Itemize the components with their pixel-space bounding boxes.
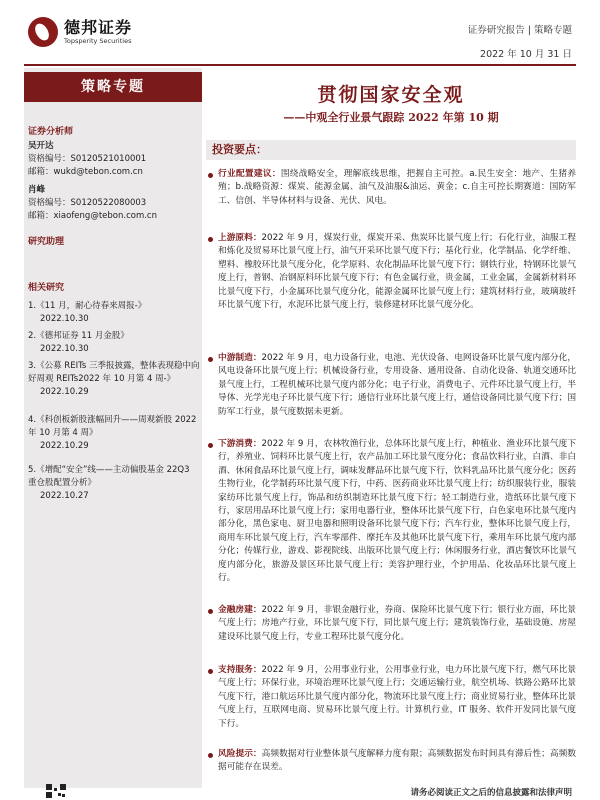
point-lead: 支持服务：: [218, 665, 262, 675]
investment-point: [206, 168, 576, 208]
related-report-date: 2022.10.30: [40, 344, 89, 354]
related-report-date: 2022.10.29: [40, 387, 89, 397]
bullet-icon: [208, 443, 213, 448]
analyst-name: 吴开达: [28, 141, 54, 151]
related-research-title: 相关研究: [28, 283, 65, 293]
related-report-item[interactable]: [24, 414, 200, 453]
investment-point: [206, 748, 576, 775]
related-report-item[interactable]: [24, 330, 200, 356]
report-date: 2022 年 10 月 31 日: [480, 49, 572, 60]
point-text: 2022 年 9 月，农林牧渔行业，总体环比景气度上行，种植业、渔业环比景气度下行，养殖业、饲料环比景气度上行，农产品加工环比景气度分化；食品饮料行业，白酒、非白酒、休闲食品环比景气度上行，调味发酵品环比景气度下行，饮料乳品环比景气度分化；医药生物行业，化学制药环比景气度下行，中药、医药商业环比景气度上行；纺织服装行业，服装家纺环比景气度上行，饰品和纺织制造环比景气度下行；轻工制造行业，造纸环比景气度下行，家居用品环比景气度上行；家用电器行业，整体环比景气度下行，白色家电环比景气度内部分化，黑色家电、厨卫电器和照明设备环比景气度下行；汽车行业，整体环比景气度上行，商用车环比景气度上行，汽车零部件、摩托车及其他环比景气度下行，乘用车环比景气度内部分化；传媒行业，游戏、影视院线、出版环比景气度上行；休闲服务行业，酒店餐饮环比景气度内部分化，旅游及景区环比景气度上行；美容护理行业，个护用品、化妆品环比景气度上行。: [218, 439, 577, 584]
report-type: 证券研究报告 | 策略专题: [467, 25, 572, 36]
point-lead: 行业配置建议：: [218, 169, 281, 179]
logo-name-en: Topsperity Securities: [64, 36, 132, 45]
cert-label: 资格编号：: [28, 154, 71, 164]
related-report-title: 5.《增配“安全”线——主动偏股基金 22Q3 重仓股配置分析》: [28, 465, 190, 488]
cert-label: 资格编号：: [28, 198, 71, 208]
analyst-section-title: 证券分析师: [28, 127, 74, 137]
investment-point: [206, 664, 576, 731]
analyst-card: [24, 184, 157, 223]
investment-point: [206, 438, 576, 585]
bullet-icon: [208, 669, 213, 674]
email-label: 邮箱：: [28, 167, 54, 177]
point-lead: 上游原料：: [218, 233, 262, 243]
sidebar: [24, 68, 202, 788]
point-text: 2022 年 9 月，电力设备行业，电池、光伏设备、电网设备环比景气度内部分化，风电设备环比景气度上行；机械设备行业，专用设备、通用设备、自动化设备、轨道交通环比景气度上行，工程机械环比景气度内部分化；电子行业，消费电子、元件环比景气度上行，半导体、光学光电子环比景气度下行；通信行业环比景气度上行，通信设备同比景气度下行；国防军工行业，景气度数据未更新。: [218, 353, 577, 417]
report-title: 贯彻国家安全观: [317, 84, 465, 106]
analyst-email[interactable]: xiaofeng@tebon.com.cn: [53, 211, 157, 221]
point-lead: 风险提示：: [218, 749, 262, 759]
cert-number: S0120522080003: [70, 198, 147, 208]
point-text: 围绕战略安全，理解底线思维，把握自主可控。a.民生安全：地产、生猪养殖；b.战略资源：煤炭、能源金属、油气及油服&油运、黄金；c.自主可控长期赛道：国防军工、信创、半导体材料与设备、光伏、风电。: [218, 169, 577, 206]
related-report-title: 4.《科创板新股涨幅回升——周观新股 2022 年 10 月第 4 周》: [28, 415, 197, 438]
report-subtitle: ——中观全行业景气跟踪 2022 年第 10 期: [283, 111, 499, 124]
point-text: 高频数据对行业整体景气度解释力度有限；高频数据发布时间具有滞后性；高频数据可能存在误差。: [218, 749, 577, 773]
related-report-title: 2.《德邦证券 11 月金股》: [28, 331, 129, 341]
report-category-tag: 策略专题: [24, 72, 202, 102]
key-points-heading: 投资要点：: [206, 140, 576, 160]
qr-code-icon: [46, 784, 66, 798]
cert-number: S0120521010001: [70, 154, 147, 164]
header-divider: [24, 64, 576, 66]
point-text: 2022 年 9 月，公用事业行业，公用事业行业，电力环比景气度下行，燃气环比景气度上行；环保行业，环境治理环比景气度上行；交通运输行业，航空机场、铁路公路环比景气度下行，港口航运环比景气度内部分化，物流环比景气度上行；商业贸易行业，整体环比景气度上行，互联网电商、贸易环比景气度上行。计算机行业，IT 服务、软件开发同比景气度下行。: [218, 665, 577, 729]
investment-point: [206, 232, 576, 312]
related-report-date: 2022.10.30: [40, 314, 89, 324]
related-report-date: 2022.10.27: [40, 491, 89, 501]
bullet-icon: [208, 173, 213, 178]
point-lead: 中游制造：: [218, 353, 262, 363]
email-label: 邮箱：: [28, 211, 54, 221]
assistant-section-title: 研究助理: [28, 237, 65, 247]
logo-name-cn: 德邦证券: [64, 17, 133, 37]
footer-disclaimer: 请务必阅读正文之后的信息披露和法律声明: [410, 788, 572, 798]
company-logo: [28, 14, 158, 50]
point-text: 2022 年 9 月，煤炭行业，煤炭开采、焦炭环比景气度上行；石化行业，油服工程和炼化及贸易环比景气度上行，油气开采环比景气度下行；基化行业，化学制品、化学纤维、塑料、橡胶环比景气度分化，化学原料、农化制品环比景气度下行；钢铁行业，特钢环比景气度上行，普钢、冶钢原料环比景气度下行；有色金属行业，贵金属，工业金属，金属新材料环比景气度下行，小金属环比景气度分化，能源金属环比景气度上行；建筑材料行业，玻璃玻纤环比景气度下行，水泥环比景气度上行，装修建材环比景气度分化。: [218, 233, 577, 311]
related-report-title: 1.《11 月，耐心待春来周报-》: [28, 301, 147, 311]
investment-point: [206, 604, 576, 644]
point-text: 2022 年 9 月，非银金融行业，券商、保险环比景气度下行；银行业方面，环比景气度上行；房地产行业，环比景气度下行，同比景气度上行；建筑装饰行业，基础设施、房屋建设环比景气度上行，专业工程环比景气度分化。: [218, 605, 577, 642]
logo-icon: [28, 17, 58, 47]
related-report-item[interactable]: [24, 360, 200, 399]
point-lead: 下游消费：: [218, 439, 262, 449]
related-report-date: 2022.10.29: [40, 441, 89, 451]
bullet-icon: [208, 237, 213, 242]
bullet-icon: [208, 357, 213, 362]
related-report-item[interactable]: [24, 300, 200, 326]
related-report-title: 3.《公募 REITs 三季报披露，整体表现稳中向好周观 REITs2022 年 10 月第 4 周-》: [28, 361, 200, 384]
page-header: [0, 0, 600, 72]
point-lead: 金融房建：: [218, 605, 262, 615]
investment-point: [206, 352, 576, 419]
analyst-email[interactable]: wukd@tebon.com.cn: [53, 167, 143, 177]
related-report-item[interactable]: [24, 464, 200, 503]
analyst-name: 肖峰: [28, 185, 46, 195]
analyst-card: [24, 140, 146, 179]
bullet-icon: [208, 609, 213, 614]
bullet-icon: [208, 753, 213, 758]
